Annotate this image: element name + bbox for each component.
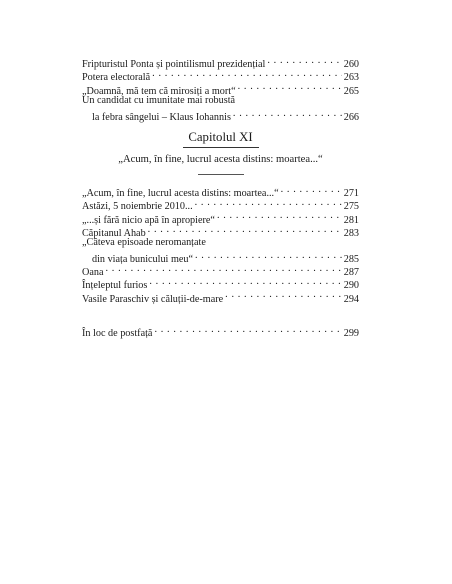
toc-entry-page: 283 bbox=[343, 227, 359, 239]
dot-leader bbox=[149, 275, 341, 288]
divider-rule bbox=[198, 174, 244, 175]
toc-entry-page: 299 bbox=[343, 327, 359, 339]
toc-entry-title: Astăzi, 5 noiembrie 2010... bbox=[82, 201, 193, 213]
toc-entry-title: „Doamnă, mă tem că mirosiți a mort“ bbox=[82, 85, 236, 97]
toc-entry bbox=[82, 107, 359, 123]
toc-entry-title: Înțeleptul furios bbox=[82, 280, 148, 292]
toc-entry-title-line1: „Câteva episoade neromanțate bbox=[82, 236, 206, 248]
table-of-contents bbox=[82, 54, 359, 339]
dot-leader bbox=[195, 196, 342, 209]
dot-leader bbox=[195, 249, 342, 262]
toc-entry bbox=[82, 54, 359, 71]
chapter-heading: Capitolul XI bbox=[188, 129, 253, 144]
toc-entry-page: 287 bbox=[343, 267, 359, 279]
toc-entry bbox=[82, 262, 359, 279]
dot-leader bbox=[225, 288, 342, 301]
toc-entry-title-line2: la febra sângelui – Klaus Iohannis bbox=[92, 111, 231, 123]
toc-entry-page: 266 bbox=[343, 111, 359, 123]
toc-entry-page: 265 bbox=[343, 85, 359, 97]
toc-entry-page: 271 bbox=[343, 188, 359, 200]
toc-entry-title: Căpitanul Ahab bbox=[82, 227, 146, 239]
toc-entry bbox=[82, 249, 359, 266]
toc-entry-title-line1: Un candidat cu imunitate mai robustă bbox=[82, 94, 236, 106]
toc-entry-title-line2: din viața bunicului meu“ bbox=[92, 254, 193, 266]
dot-leader bbox=[154, 323, 341, 336]
dot-leader bbox=[267, 54, 341, 67]
dot-leader bbox=[106, 262, 342, 275]
toc-entry-title: Potera electorală bbox=[82, 72, 151, 84]
toc-entry bbox=[82, 183, 359, 200]
dot-leader bbox=[238, 80, 342, 93]
toc-entry-page: 260 bbox=[343, 59, 359, 71]
chapter-heading-underline bbox=[183, 147, 259, 148]
dot-leader bbox=[152, 67, 342, 80]
toc-entry-title: Fripturistul Ponta și pointilismul prezidențial bbox=[82, 59, 266, 71]
dot-leader bbox=[281, 183, 342, 196]
toc-entry-title: Oana bbox=[82, 267, 104, 279]
dot-leader bbox=[233, 107, 342, 120]
dot-leader bbox=[217, 209, 342, 222]
toc-entry-title: Vasile Paraschiv și căluții-de-mare bbox=[82, 293, 224, 305]
toc-entry-page: 275 bbox=[343, 201, 359, 213]
toc-entry-page: 263 bbox=[343, 72, 359, 84]
toc-entry-title: „...și fără nicio apă în apropiere“ bbox=[82, 214, 215, 226]
toc-entry-page: 285 bbox=[343, 254, 359, 266]
toc-entry-page: 294 bbox=[343, 293, 359, 305]
toc-entry-title: În loc de postfață bbox=[82, 327, 153, 339]
toc-entry bbox=[82, 323, 359, 339]
dot-leader bbox=[148, 223, 342, 236]
toc-entry bbox=[82, 275, 359, 292]
toc-entry-title: „Acum, în fine, lucrul acesta distins: moartea...“ bbox=[82, 188, 279, 200]
chapter-subtitle: „Acum, în fine, lucrul acesta distins: moartea...“ bbox=[118, 153, 323, 165]
toc-entry-page: 290 bbox=[343, 280, 359, 292]
toc-entry-page: 281 bbox=[343, 214, 359, 226]
